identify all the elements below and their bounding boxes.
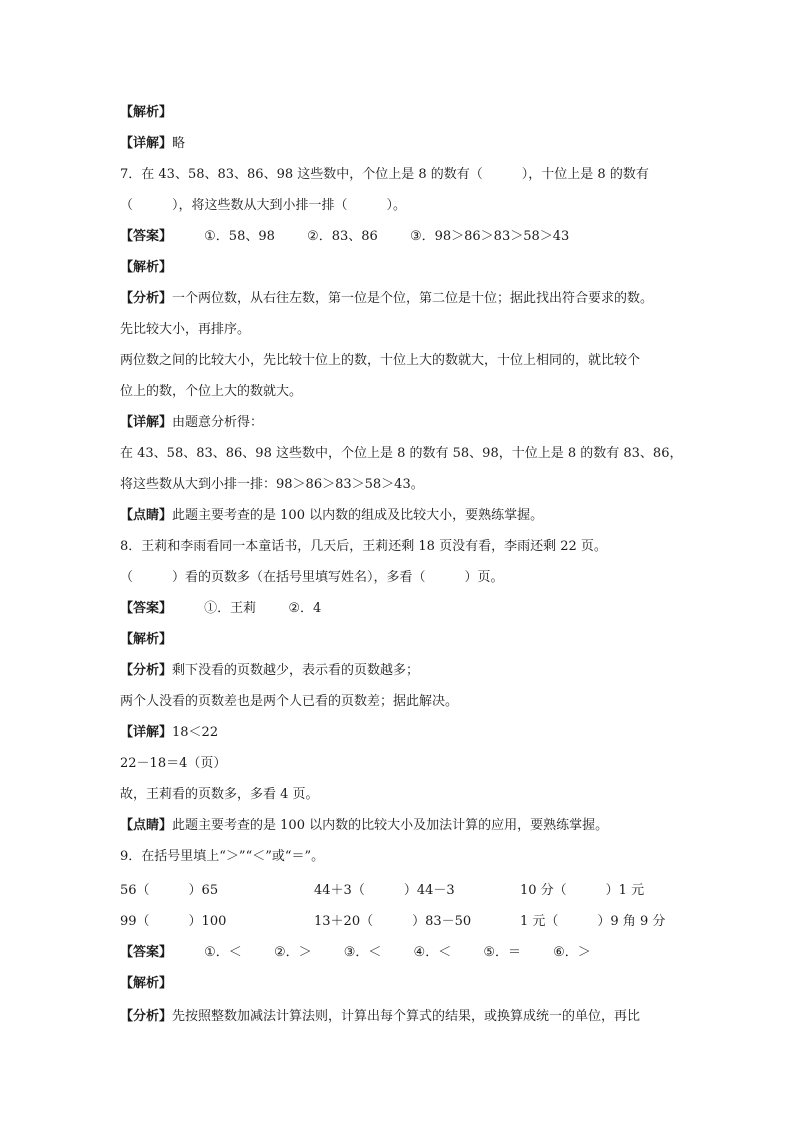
detail-tag: 【详解】 [120, 136, 173, 151]
question-7-line-1: 7．在 43、58、83、86、98 这些数中，个位上是 8 的数有（ ），十位上是 8 的数有 [120, 167, 649, 182]
comment-8 [120, 816, 608, 836]
analysis-tag: 【分析】 [120, 291, 173, 306]
compare-item: 13＋20（ ）83－50 [314, 914, 472, 929]
analysis-text: 一个两位数，从右往左数，第一位是个位，第二位是十位；据此找出符合要求的数。 [172, 291, 654, 306]
text-line: 位上的数，个位上大的数就大。 [120, 384, 303, 399]
analysis-7 [120, 289, 653, 309]
detail-7 [120, 413, 263, 433]
question-8-line-1: 8．王莉和李雨看同一本童话书，几天后，王莉还剩 18 页没有看，李雨还剩 22 页。 [120, 539, 607, 554]
question-7-line-2: （ ），将这些数从大到小排一排（ ）。 [120, 198, 407, 213]
question-9-line: 9．在括号里填上“＞”“＜”或“＝”。 [120, 849, 325, 864]
answer-tag: 【答案】 [120, 945, 173, 960]
comment-tag: 【点睛】 [120, 818, 173, 833]
analysis-tag: 【分析】 [120, 663, 173, 678]
analysis-text: 先按照整数加减法计算法则，计算出每个算式的结果，或换算成统一的单位，再比 [172, 1009, 641, 1024]
answer-8-1: ①．王莉 [204, 601, 257, 616]
text-line: 在 43、58、83、86、98 这些数中，个位上是 8 的数有 58、98，十位上是 8 的数有 83、86， [120, 446, 683, 461]
answer-9 [120, 943, 591, 963]
compare-item: 99（ ）100 [120, 914, 227, 929]
answer-9-1: ①．＜ [204, 945, 242, 960]
answer-tag: 【答案】 [120, 601, 173, 616]
question-8-line-2: （ ）看的页数多（在括号里填写姓名），多看（ ）页。 [120, 570, 504, 585]
comment-tag: 【点睛】 [120, 508, 173, 523]
answer-9-4: ④．＜ [413, 945, 452, 960]
answer-8-2: ②．4 [288, 601, 322, 616]
compare-item: 1 元（ ）9 角 9 分 [520, 914, 666, 929]
answer-7-2: ②．83、86 [307, 229, 378, 244]
answer-tag: 【答案】 [120, 229, 173, 244]
compare-item: 44＋3（ ）44－3 [314, 883, 455, 898]
analysis-heading: 【解析】 [120, 632, 173, 647]
analysis-heading: 【解析】 [120, 260, 173, 275]
analysis-text: 剩下没看的页数越少，表示看的页数越多； [172, 663, 420, 678]
text-line: 故，王莉看的页数多，多看 4 页。 [120, 787, 319, 802]
text-line: 两位数之间的比较大小，先比较十位上的数，十位上大的数就大，十位上相同的，就比较个 [120, 353, 641, 368]
analysis-9 [120, 1007, 640, 1027]
analysis-heading: 【解析】 [120, 976, 173, 991]
answer-9-2: ②．＞ [273, 945, 312, 960]
answer-9-6: ⑥．＞ [553, 945, 591, 960]
detail-text: 由题意分析得： [172, 415, 264, 430]
comment-7 [120, 506, 543, 526]
compare-item: 56（ ）65 [120, 883, 219, 898]
detail-8 [120, 723, 218, 743]
answer-7-1: ①．58、98 [204, 229, 275, 244]
detail-line [120, 134, 185, 154]
detail-tag: 【详解】 [120, 725, 173, 740]
analysis-heading: 【解析】 [120, 105, 173, 120]
text-line: 先比较大小，再排序。 [120, 322, 251, 337]
detail-tag: 【详解】 [120, 415, 173, 430]
answer-9-5: ⑤．＝ [483, 945, 521, 960]
answer-9-3: ③．＜ [343, 945, 382, 960]
text-line: 两个人没看的页数差也是两个人已看的页数差；据此解决。 [120, 694, 459, 709]
detail-text: 略 [172, 136, 186, 151]
answer-8 [120, 599, 321, 619]
text-line: 将这些数从大到小排一排：98＞86＞83＞58＞43。 [120, 477, 424, 492]
compare-item: 10 分（ ）1 元 [520, 883, 645, 898]
comment-text: 此题主要考查的是 100 以内数的组成及比较大小，要熟练掌握。 [172, 508, 544, 523]
comment-text: 此题主要考查的是 100 以内数的比较大小及加法计算的应用，要熟练掌握。 [172, 818, 609, 833]
detail-text: 18＜22 [172, 725, 219, 740]
analysis-8 [120, 661, 419, 681]
text-line: 22－18＝4（页） [120, 756, 227, 771]
answer-7 [120, 227, 569, 247]
analysis-tag: 【分析】 [120, 1009, 173, 1024]
answer-7-3: ③．98＞86＞83＞58＞43 [409, 229, 570, 244]
